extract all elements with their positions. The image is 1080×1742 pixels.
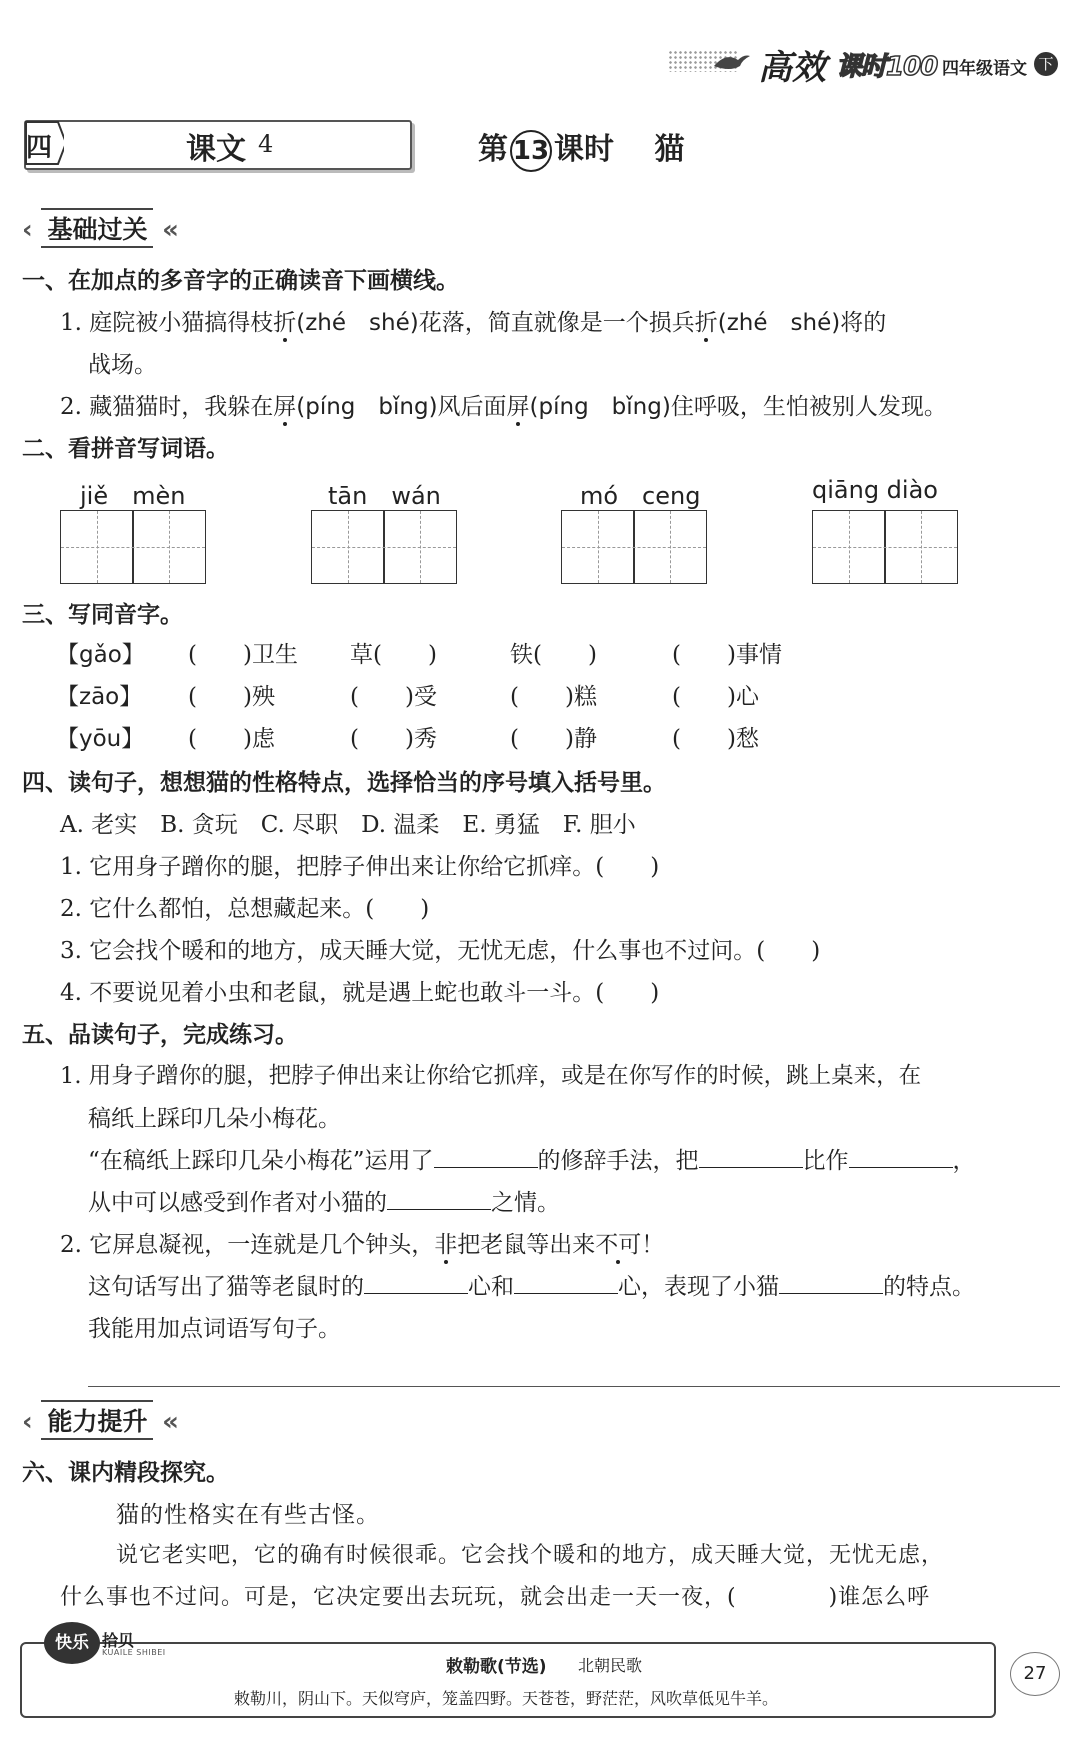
footer-badge-label: 拾贝: [102, 1631, 135, 1650]
q3-blank[interactable]: ( )受: [350, 684, 437, 710]
q4-title: 四、读句子，想想猫的性格特点，选择恰当的序号填入括号里。: [22, 770, 666, 796]
q2-title: 二、看拼音写词语。: [22, 436, 229, 462]
q3-blank[interactable]: ( )事情: [672, 642, 782, 668]
dotted-char: 折: [273, 310, 297, 336]
answer-blank[interactable]: [779, 1273, 883, 1294]
dotted-char: 折: [694, 310, 718, 336]
q2-pinyin-2: tān wán: [328, 482, 441, 510]
q3-blank[interactable]: ( )愁: [672, 726, 759, 752]
q3-pinyin-1: 【gǎo】: [56, 642, 145, 668]
section-banner-basic: ‹ 基础过关 «: [22, 208, 179, 244]
q6-title: 六、课内精段探究。: [22, 1460, 229, 1486]
page-number: 27: [1010, 1652, 1060, 1696]
q1-item-2: 2. 藏猫猫时，我躲在屏(píng bǐng)风后面屏(píng bǐng)住呼吸，生怕被别人发现。: [60, 394, 947, 420]
unit-index: 4: [258, 130, 274, 158]
q1-item-1: 1. 庭院被小猫搞得枝折(zhé shé)花落，简直就像是一个损兵折(zhé shé)将的: [60, 310, 887, 336]
lesson-suffix: 课时: [554, 132, 614, 167]
brand-title: 高效: [758, 48, 826, 88]
brand-course: 课时100: [836, 52, 938, 82]
footer-badge-sub: KUAILE SHIBEI: [102, 1648, 166, 1657]
lesson-prefix: 第: [478, 132, 508, 167]
writing-grid[interactable]: [311, 510, 457, 584]
grade-label: 四年级语文: [942, 59, 1027, 79]
q5-item-2-text: 2. 它屏息凝视，一连就是几个钟头，非把老鼠等出来不可！: [60, 1232, 665, 1258]
writing-grid[interactable]: [60, 510, 206, 584]
q1-item-1-cont: 战场。: [88, 352, 157, 378]
lesson-name: 猫: [654, 132, 685, 167]
q1-title: 一、在加点的多音字的正确读音下画横线。: [22, 268, 459, 294]
volume-badge: 下: [1034, 52, 1058, 76]
footer-poem-author: 北朝民歌: [578, 1656, 643, 1675]
dotted-char: 不可: [595, 1232, 642, 1258]
q3-title: 三、写同音字。: [22, 602, 183, 628]
q5-item-1-text-cont: 稿纸上踩印几朵小梅花。: [88, 1106, 341, 1132]
q5-title: 五、品读句子，完成练习。: [22, 1022, 298, 1048]
answer-blank[interactable]: [364, 1273, 468, 1294]
q6-paragraph-2: 说它老实吧，它的确有时候很乖。它会找个暖和的地方，成天睡大觉，无忧无虑，: [116, 1543, 945, 1568]
chevron-left-icon: ‹: [22, 215, 33, 245]
q4-item[interactable]: 3. 它会找个暖和的地方，成天睡大觉，无忧无虑，什么事也不过问。( ): [60, 938, 821, 964]
answer-blank[interactable]: [849, 1147, 953, 1168]
q6-paragraph-1: 猫的性格实在有些古怪。: [116, 1502, 380, 1528]
q4-item[interactable]: 2. 它什么都怕，总想藏起来。( ): [60, 896, 430, 922]
double-chevron-left-icon: «: [162, 1407, 179, 1437]
q4-item[interactable]: 1. 它用身子蹭你的腿，把脖子伸出来让你给它抓痒。( ): [60, 854, 660, 880]
q3-pinyin-2: 【zāo】: [56, 684, 143, 710]
bird-icon: [712, 46, 752, 76]
q4-options: A. 老实 B. 贪玩 C. 尽职 D. 温柔 E. 勇猛 F. 胆小: [60, 812, 636, 838]
q3-blank[interactable]: ( )静: [510, 726, 597, 752]
q2-pinyin-1: jiě mèn: [80, 482, 186, 510]
q3-blank[interactable]: 铁( ): [510, 642, 597, 668]
answer-blank[interactable]: [699, 1147, 803, 1168]
footer-badge: 快乐: [44, 1622, 100, 1664]
q3-blank[interactable]: ( )秀: [350, 726, 437, 752]
double-chevron-left-icon: «: [162, 215, 179, 245]
writing-grid[interactable]: [812, 510, 958, 584]
footer-poem-text: 敕勒川，阴山下。天似穹庐，笼盖四野。天苍苍，野茫茫，风吹草低见牛羊。: [233, 1689, 778, 1708]
q5-item-1-question: “在稿纸上踩印几朵小梅花”运用了 的修辞手法，把 比作 ，: [88, 1148, 976, 1174]
q3-blank[interactable]: 草( ): [350, 642, 437, 668]
q6-paragraph-3: 什么事也不过问。可是，它决定要出去玩玩，就会出走一天一夜，( )谁怎么呼: [60, 1585, 931, 1610]
section-banner-improve: ‹ 能力提升 «: [22, 1400, 179, 1436]
q3-blank[interactable]: ( )殃: [188, 684, 275, 710]
q3-pinyin-3: 【yōu】: [56, 726, 145, 752]
q2-pinyin-4: qiāng diào: [812, 476, 938, 504]
q5-item-1-question-2: 从中可以感受到作者对小猫的 之情。: [88, 1190, 560, 1216]
dotted-char: 非: [434, 1232, 458, 1258]
footer-poem-title: 敕勒歌(节选): [446, 1657, 547, 1677]
unit-name: 课文: [186, 132, 246, 167]
q3-blank[interactable]: ( )糕: [510, 684, 597, 710]
q3-blank[interactable]: ( )心: [672, 684, 759, 710]
lesson-title: [478, 124, 684, 172]
dotted-char: 屏: [273, 394, 297, 420]
chevron-left-icon: ‹: [22, 1407, 33, 1437]
lesson-number: 13: [510, 130, 552, 172]
unit-number: 四: [26, 133, 53, 163]
dotted-char: 屏: [506, 394, 530, 420]
writing-grid[interactable]: [561, 510, 707, 584]
q2-pinyin-3: mó ceng: [580, 482, 701, 510]
answer-blank[interactable]: [514, 1273, 618, 1294]
answer-blank[interactable]: [387, 1189, 491, 1210]
q5-item-2-task: 我能用加点词语写句子。: [88, 1316, 341, 1342]
q5-item-1-text: 1. 用身子蹭你的腿，把脖子伸出来让你给它抓痒，或是在你写作的时候，跳上桌来，在: [60, 1063, 922, 1089]
q5-item-2-question: 这句话写出了猫等老鼠时的 心和 心，表现了小猫 的特点。: [88, 1274, 975, 1300]
answer-blank[interactable]: [434, 1147, 538, 1168]
q4-item[interactable]: 4. 不要说见着小虫和老鼠，就是遇上蛇也敢斗一斗。( ): [60, 980, 660, 1006]
q3-blank[interactable]: ( )卫生: [188, 642, 298, 668]
answer-line[interactable]: [88, 1386, 1060, 1387]
q3-blank[interactable]: ( )虑: [188, 726, 275, 752]
